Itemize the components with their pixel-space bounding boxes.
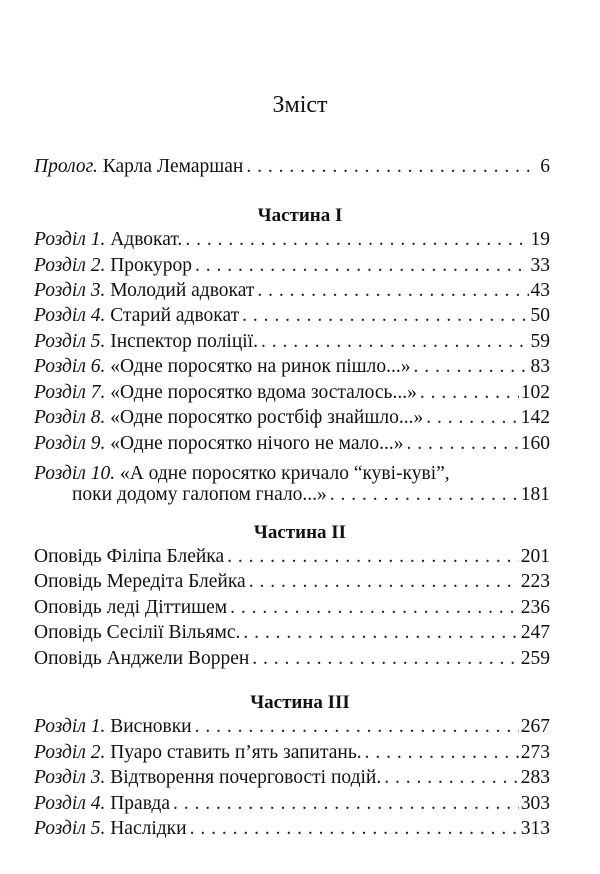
entry-prefix: Розділ 6. bbox=[34, 356, 106, 377]
dot-leader bbox=[252, 648, 518, 670]
entry-page: 83 bbox=[530, 356, 550, 377]
entry-title-continued: поки додому галопом гнало...» bbox=[72, 484, 327, 505]
toc-entry[interactable] bbox=[34, 742, 550, 764]
entry-title: Висновки bbox=[110, 716, 192, 737]
entry-title: Оповідь Філіпа Блейка bbox=[34, 546, 225, 567]
entry-prefix: Розділ 1. bbox=[34, 716, 106, 737]
toc-entry[interactable] bbox=[34, 356, 550, 378]
dot-leader bbox=[384, 767, 519, 789]
toc-entry[interactable] bbox=[34, 767, 550, 789]
entry-title: Адвокат. bbox=[110, 229, 183, 250]
entry-page: 303 bbox=[520, 793, 550, 814]
entry-title: Оповідь Сесілії Вільямс. bbox=[34, 622, 241, 643]
toc-entry[interactable] bbox=[34, 597, 550, 619]
toc-entry[interactable] bbox=[34, 407, 550, 429]
toc-entry[interactable] bbox=[34, 433, 550, 455]
dot-leader bbox=[426, 407, 519, 429]
dot-leader bbox=[195, 255, 529, 277]
dot-leader bbox=[365, 742, 519, 764]
toc-entry[interactable] bbox=[34, 648, 550, 670]
entry-prefix: Розділ 1. bbox=[34, 229, 106, 250]
dot-leader bbox=[249, 571, 519, 593]
dot-leader bbox=[195, 716, 519, 738]
entry-page: 267 bbox=[520, 716, 550, 737]
toc-entry-10-line1[interactable] bbox=[34, 463, 550, 485]
entry-page: 236 bbox=[520, 597, 550, 618]
toc-entry[interactable] bbox=[34, 818, 550, 840]
entry-page: 6 bbox=[540, 156, 550, 177]
entry-page: 181 bbox=[520, 484, 550, 505]
entry-prefix: Розділ 2. bbox=[34, 742, 106, 763]
dot-leader bbox=[242, 305, 528, 327]
entry-title: Пуаро ставить п’ять запитань. bbox=[110, 742, 362, 763]
toc-entry-10-line2[interactable] bbox=[72, 484, 550, 506]
toc-entry[interactable] bbox=[34, 305, 550, 327]
entry-page: 259 bbox=[520, 648, 550, 669]
entry-prefix: Розділ 9. bbox=[34, 433, 106, 454]
entry-prefix: Розділ 3. bbox=[34, 280, 106, 301]
entry-prefix: Розділ 3. bbox=[34, 767, 106, 788]
dot-leader bbox=[230, 597, 519, 619]
toc-entry[interactable] bbox=[34, 546, 550, 568]
entry-title: Наслідки bbox=[110, 818, 187, 839]
dot-leader bbox=[261, 331, 529, 353]
part-1-heading: Частина I bbox=[257, 205, 343, 226]
entry-title: «Одне поросятко на ринок пішло...» bbox=[110, 356, 411, 377]
toc-entry[interactable] bbox=[34, 331, 550, 353]
entry-page: 43 bbox=[530, 280, 550, 301]
entry-prefix: Розділ 4. bbox=[34, 793, 106, 814]
toc-entry[interactable] bbox=[34, 229, 550, 251]
entry-title: Прокурор bbox=[110, 255, 192, 276]
entry-title: Оповідь Мередіта Блейка bbox=[34, 571, 246, 592]
toc-entry[interactable] bbox=[34, 280, 550, 302]
toc-entry[interactable] bbox=[34, 622, 550, 644]
dot-leader bbox=[185, 229, 528, 251]
entry-title: Оповідь Анджели Воррен bbox=[34, 648, 250, 669]
toc-entry-prologue[interactable] bbox=[34, 156, 550, 178]
toc-entry[interactable] bbox=[34, 255, 550, 277]
page-title: Зміст bbox=[272, 92, 328, 118]
entry-prefix: Розділ 10. bbox=[34, 463, 116, 484]
entry-title: Інспектор поліції. bbox=[110, 331, 258, 352]
entry-page: 142 bbox=[520, 407, 550, 428]
entry-page: 313 bbox=[520, 818, 550, 839]
entry-page: 59 bbox=[530, 331, 550, 352]
entry-page: 33 bbox=[530, 255, 550, 276]
entry-prefix: Розділ 7. bbox=[34, 382, 106, 403]
entry-title: Молодий адвокат bbox=[110, 280, 255, 301]
entry-title: Відтворення почерговості подій. bbox=[110, 767, 382, 788]
entry-title: «Одне поросятко нічого не мало...» bbox=[110, 433, 404, 454]
entry-page: 283 bbox=[520, 767, 550, 788]
dot-leader bbox=[257, 280, 528, 302]
entry-page: 19 bbox=[530, 229, 550, 250]
entry-prefix: Розділ 4. bbox=[34, 305, 106, 326]
entry-prefix: Розділ 2. bbox=[34, 255, 106, 276]
part-3-heading: Частина III bbox=[250, 692, 350, 713]
dot-leader bbox=[173, 793, 519, 815]
dot-leader bbox=[414, 356, 529, 378]
entry-page: 50 bbox=[530, 305, 550, 326]
dot-leader bbox=[246, 156, 538, 178]
dot-leader bbox=[243, 622, 518, 644]
toc-entry[interactable] bbox=[34, 571, 550, 593]
entry-page: 102 bbox=[520, 382, 550, 403]
entry-title: Карла Лемаршан bbox=[102, 156, 244, 177]
toc-entry[interactable] bbox=[34, 716, 550, 738]
dot-leader bbox=[420, 382, 519, 404]
part-2-heading: Частина II bbox=[253, 522, 347, 543]
entry-page: 247 bbox=[520, 622, 550, 643]
dot-leader bbox=[190, 818, 519, 840]
entry-prefix: Розділ 5. bbox=[34, 331, 106, 352]
entry-title: Правда bbox=[110, 793, 171, 814]
entry-page: 160 bbox=[520, 433, 550, 454]
entry-page: 273 bbox=[520, 742, 550, 763]
entry-prefix: Розділ 5. bbox=[34, 818, 106, 839]
entry-title: Старий адвокат bbox=[110, 305, 240, 326]
dot-leader bbox=[330, 484, 519, 506]
entry-page: 223 bbox=[520, 571, 550, 592]
entry-title: Оповідь леді Діттишем bbox=[34, 597, 228, 618]
entry-prefix: Розділ 8. bbox=[34, 407, 106, 428]
entry-title: «Одне поросятко ростбіф знайшло...» bbox=[110, 407, 424, 428]
entry-page: 201 bbox=[520, 546, 550, 567]
toc-entry[interactable] bbox=[34, 382, 550, 404]
dot-leader bbox=[227, 546, 519, 568]
toc-entry[interactable] bbox=[34, 793, 550, 815]
entry-prefix: Пролог. bbox=[34, 156, 98, 177]
dot-leader bbox=[407, 433, 519, 455]
entry-title: «А одне поросятко кричало “куві-куві”, bbox=[119, 463, 450, 484]
entry-title: «Одне поросятко вдома зосталось...» bbox=[110, 382, 417, 403]
